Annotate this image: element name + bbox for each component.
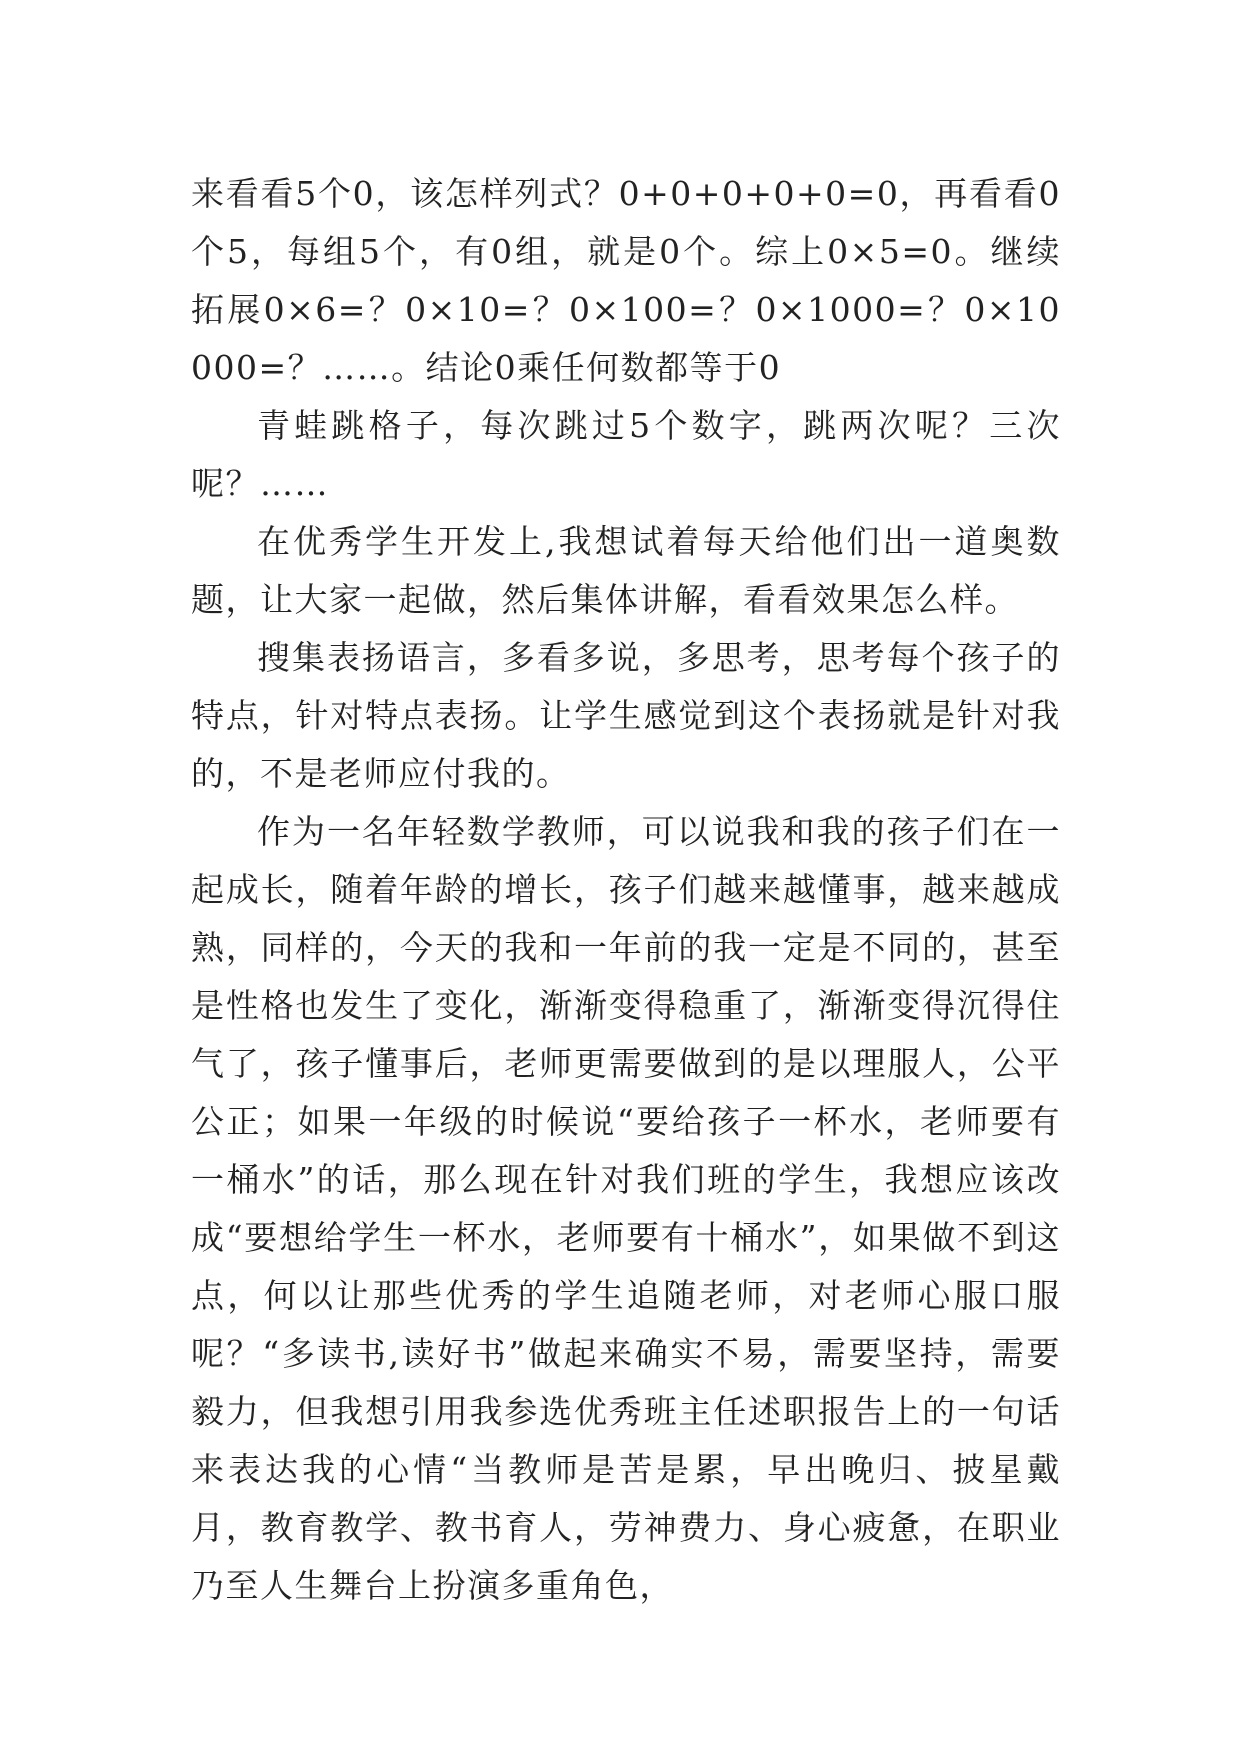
paragraph-zero-multiplication: 来看看5个0，该怎样列式？0+0+0+0+0=0，再看看0个5，每组5个，有0组，就是0个。综上0×5=0。继续拓展0×6=？0×10=？0×100=？0×1000=？0×10000=？……。结论0乘任何数都等于0 — [191, 174, 1061, 387]
paragraph-young-teacher: 作为一名年轻数学教师，可以说我和我的孩子们在一起成长，随着年龄的增长，孩子们越来越懂事，越来越成熟，同样的，今天的我和一年前的我一定是不同的，甚至是性格也发生了变化，渐渐变得稳重了，渐渐变得沉得住气了，孩子懂事后，老师更需要做到的是以理服人，公平公正；如果一年级的时候说“要给孩子一杯水，老师要有一桶水”的话，那么现在针对我们班的学生，我想应该改成“要想给学生一杯水，老师要有十桶水”，如果做不到这点，何以让那些优秀的学生追随老师，对老师心服口服呢？“多读书,读好书”做起来确实不易，需要坚持，需要毅力，但我想引用我参选优秀班主任述职报告上的一句话来表达我的心情“当教师是苦是累，早出晚归、披星戴月，教育教学、教书育人，劳神费力、身心疲惫，在职业乃至人生舞台上扮演多重角色， — [191, 812, 1061, 1605]
paragraph-top-students: 在优秀学生开发上,我想试着每天给他们出一道奥数题，让大家一起做，然后集体讲解，看看效果怎么样。 — [191, 522, 1061, 619]
document-body — [191, 165, 1061, 1615]
paragraph-frog-jump: 青蛙跳格子，每次跳过5个数字，跳两次呢？三次呢？…… — [191, 406, 1061, 503]
paragraph-praise-language: 搜集表扬语言，多看多说，多思考，思考每个孩子的特点，针对特点表扬。让学生感觉到这个表扬就是针对我的，不是老师应付我的。 — [191, 638, 1061, 793]
